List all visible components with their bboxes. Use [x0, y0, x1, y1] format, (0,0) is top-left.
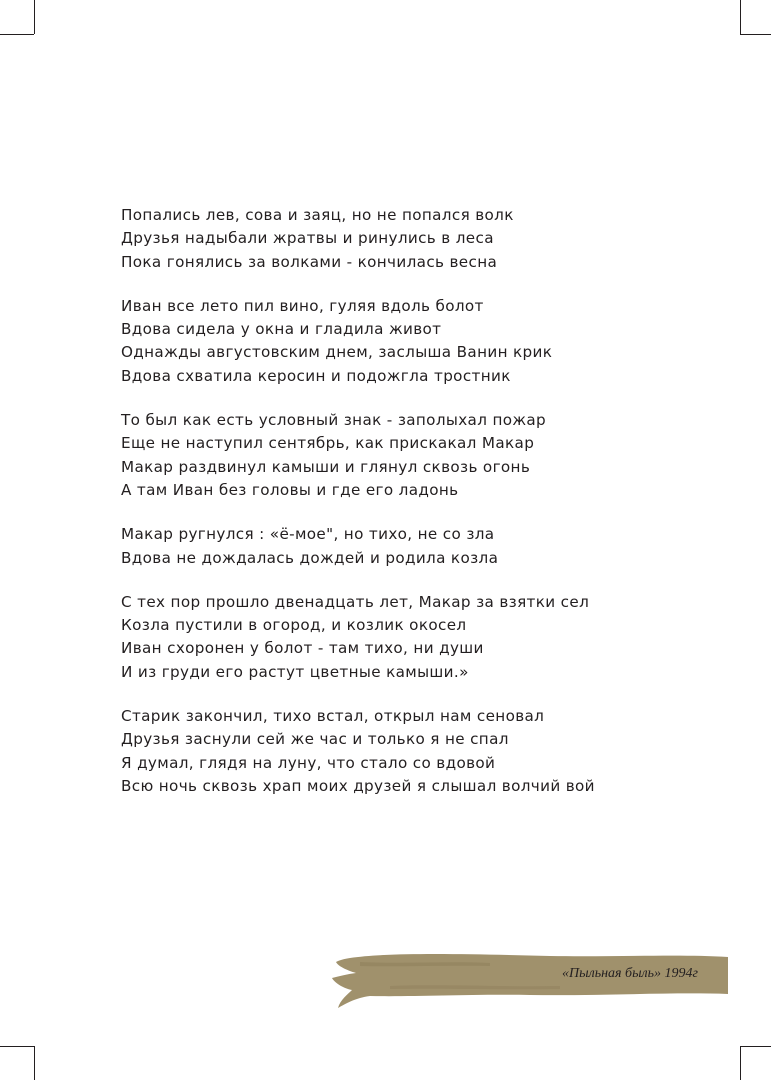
poem-text	[121, 204, 721, 819]
stanza	[121, 204, 721, 274]
poem-line: Вдова сидела у окна и гладила живот	[121, 320, 442, 339]
poem-line: А там Иван без головы и где его ладонь	[121, 480, 459, 499]
poem-line: Вдова схватила керосин и подожгла тростник	[121, 366, 511, 385]
poem-line: Козла пустили в огород, и козлик окосел	[121, 616, 467, 635]
poem-line: Пока гонялись за волками - кончилась весна	[121, 252, 498, 271]
crop-mark-top-right	[740, 0, 741, 34]
poem-line: То был как есть условный знак - заполыхал пожар	[121, 411, 547, 430]
poem-line: Однажды августовским днем, заслыша Ванин крик	[121, 343, 553, 362]
poem-line: С тех пор прошло двенадцать лет, Макар за взятки сел	[121, 592, 590, 611]
poem-line: Макар ругнулся : «ё-мое", но тихо, не со зла	[121, 525, 495, 544]
crop-mark-bottom-left-horizontal	[0, 1046, 34, 1047]
poem-line: Еще не наступил сентябрь, как прискакал Макар	[121, 434, 535, 453]
poem-line: Иван схоронен у болот - там тихо, ни души	[121, 639, 484, 658]
crop-mark-bottom-left	[34, 1046, 35, 1080]
stanza	[121, 705, 721, 798]
poem-line: Всю ночь сквозь храп моих друзей я слышал волчий вой	[121, 776, 595, 795]
stanza	[121, 295, 721, 388]
poem-line: И из груди его растут цветные камыши.»	[121, 662, 469, 681]
poem-line: Макар раздвинул камыши и глянул сквозь огонь	[121, 457, 531, 476]
poem-line: Друзья заснули сей же час и только я не спал	[121, 730, 509, 749]
crop-mark-top-left	[34, 0, 35, 34]
poem-line: Вдова не дождалась дождей и родила козла	[121, 548, 499, 567]
crop-mark-top-right-horizontal	[740, 34, 771, 35]
stanza	[121, 591, 721, 684]
crop-mark-bottom-right-horizontal	[740, 1046, 771, 1047]
poem-line: Старик закончил, тихо встал, открыл нам сеновал	[121, 707, 545, 726]
crop-mark-top-left-horizontal	[0, 34, 34, 35]
poem-line: Я думал, глядя на луну, что стало со вдовой	[121, 753, 496, 772]
stanza	[121, 523, 721, 570]
caption-text: «Пыльная быль» 1994г	[562, 966, 698, 981]
poem-line: Друзья надыбали жратвы и ринулись в леса	[121, 229, 494, 248]
crop-mark-bottom-right	[740, 1046, 741, 1080]
poem-line: Иван все лето пил вино, гуляя вдоль болот	[121, 296, 484, 315]
poem-line: Попались лев, сова и заяц, но не попался волк	[121, 206, 514, 224]
stanza	[121, 409, 721, 502]
